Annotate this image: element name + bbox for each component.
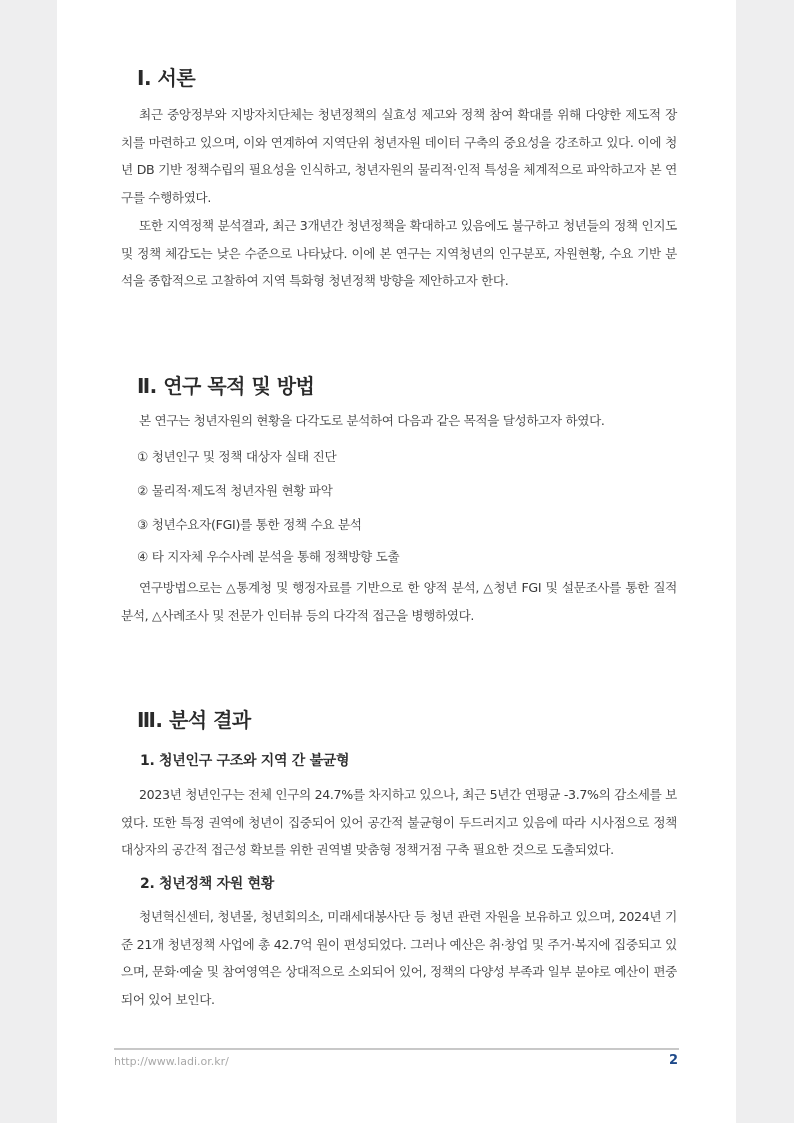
- document-page: [57, 0, 736, 1123]
- footer-divider: [114, 1048, 679, 1050]
- section-title-introduction: Ⅰ. 서론: [137, 66, 196, 90]
- section-title-results: Ⅲ. 분석 결과: [137, 708, 251, 732]
- method-paragraph: 연구방법으로는 △통계청 및 행정자료를 기반으로 한 양적 분석, △청년 FGI 및 설문조사를 통한 질적 분석, △사례조사 및 전문가 인터뷰 등의 다각적 접근을 병행하였다.: [121, 580, 677, 623]
- intro-paragraph-1: 최근 중앙정부와 지방자치단체는 청년정책의 실효성 제고와 정책 참여 확대를 위해 다양한 제도적 장치를 마련하고 있으며, 이와 연계하여 지역단위 청년자원 데이터 구축의 중요성을 강조하고 있다. 이에 청년 DB 기반 정책수립의 필요성을 인식하고, 청년자원의 물리적·인적 특성을 체계적으로 파악하고자 본 연구를 수행하였다.: [121, 107, 677, 205]
- section-title-purpose-method: Ⅱ. 연구 목적 및 방법: [137, 374, 315, 398]
- purpose-item-4: ④ 타 지자체 우수사례 분석을 통해 정책방향 도출: [137, 549, 400, 564]
- purpose-item-1: ① 청년인구 및 정책 대상자 실태 진단: [137, 449, 337, 464]
- subsection-title-resources: 2. 청년정책 자원 현황: [140, 876, 274, 892]
- purpose-item-2: ② 물리적·제도적 청년자원 현황 파악: [137, 483, 333, 498]
- purpose-intro: 본 연구는 청년자원의 현황을 다각도로 분석하여 다음과 같은 목적을 달성하고자 하였다.: [139, 413, 605, 428]
- purpose-item-3: ③ 청년수요자(FGI)를 통한 정책 수요 분석: [137, 517, 362, 532]
- page-number: 2: [669, 1053, 679, 1068]
- resources-paragraph: 청년혁신센터, 청년몰, 청년회의소, 미래세대봉사단 등 청년 관련 자원을 보유하고 있으며, 2024년 기준 21개 청년정책 사업에 총 42.7억 원이 편성되었다. 그러나 예산은 취·창업 및 주거·복지에 집중되고 있으며, 문화·예술 및 참여영역은 상대적으로 소외되어 있어, 정책의 다양성 부족과 일부 분야로 예산이 편중되어 있어 보인다.: [121, 909, 677, 1007]
- intro-paragraph-2: 또한 지역정책 분석결과, 최근 3개년간 청년정책을 확대하고 있음에도 불구하고 청년들의 정책 인지도 및 정책 체감도는 낮은 수준으로 나타났다. 이에 본 연구는 지역청년의 인구분포, 자원현황, 수요 기반 분석을 종합적으로 고찰하여 지역 특화형 청년정책 방향을 제안하고자 한다.: [121, 218, 677, 288]
- subsection-title-population: 1. 청년인구 구조와 지역 간 불균형: [140, 753, 350, 769]
- footer-url-link[interactable]: http://www.ladi.or.kr/: [114, 1055, 229, 1068]
- population-paragraph: 2023년 청년인구는 전체 인구의 24.7%를 차지하고 있으나, 최근 5년간 연평균 -3.7%의 감소세를 보였다. 또한 특정 권역에 청년이 집중되어 있어 공간적 불균형이 두드러지고 있음에 따라 시사점으로 정책대상자의 공간적 접근성 확보를 위한 권역별 맞춤형 정책거점 구축 필요한 것으로 도출되었다.: [121, 787, 677, 857]
